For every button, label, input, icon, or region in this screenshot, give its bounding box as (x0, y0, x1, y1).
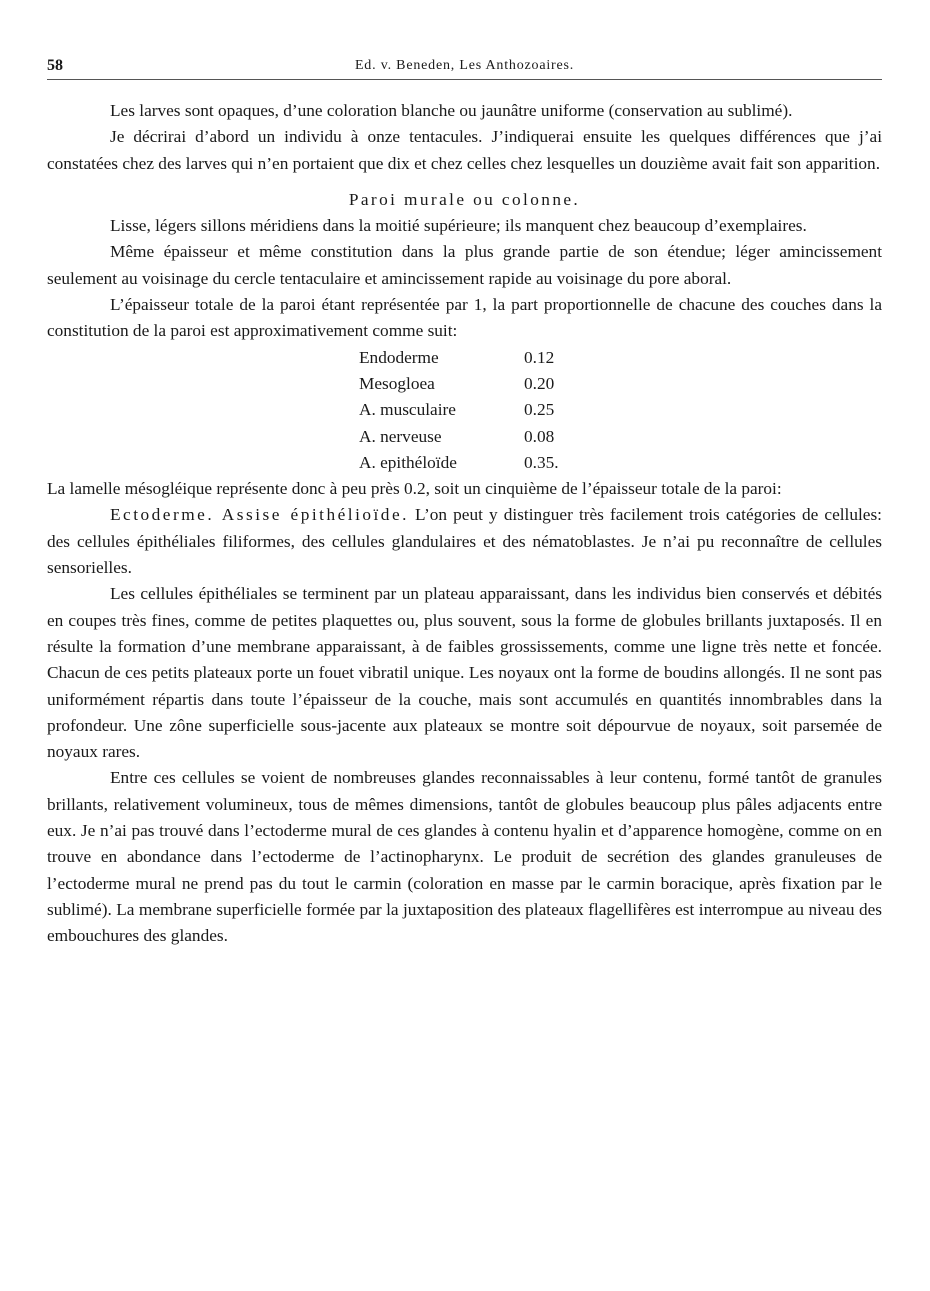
ectoderm-heading: Ectoderme. Assise épithélioïde. (110, 505, 409, 525)
paragraph-ectoderm (47, 502, 882, 581)
paragraph-surface: Lisse, légers sillons méridiens dans la moitié supérieure; ils manquent chez beaucoup d’exemplaires. (110, 216, 807, 236)
thickness-table (359, 345, 604, 476)
running-head: Ed. v. Beneden, Les Anthozoaires. (354, 58, 575, 73)
table-row (359, 424, 604, 450)
table-row (359, 345, 604, 371)
table-row (359, 397, 604, 423)
paragraph-glands: Entre ces cellules se voient de nombreuses glandes reconnaissables à leur contenu, formé tantôt de granules brillants, relativement volumineux, tous de mêmes dimensions, tantôt de globules beaucoup plus pâles adjacents entre eux. Je n’ai pas trouvé dans l’ectoderme mural de ces glandes à contenu hyalin et d’apparence homogène, comme on en trouve en abondance dans l’ectoderme de l’actinopharynx. Le produit de secrétion des glandes granuleuses de l’ectoderme mural ne prend pas du tout le carmin (coloration en masse par le carmin boracique, après fixation par le sublimé). La membrane superficielle formée par la juxtaposition des plateaux flagellifères est interrompue au niveau des embouchures des glandes. (47, 768, 882, 946)
ectoderm-text: L’on peut y distinguer très facilement trois catégories de cellules: des cellules épithéliales filiformes, des cellules glandulaires et des nématoblastes. Je n’ai pu reconnaître de cellules sensorielles. (47, 505, 882, 578)
page-header (47, 57, 882, 80)
paragraph-epithelial-cells: Les cellules épithéliales se terminent par un plateau apparaissant, dans les individus bien conservés et débités en coupes très fines, comme de petites plaquettes ou, plus souvent, sous la forme de globules brillants juxtaposés. Il en résulte la formation d’une membrane apparaissant, à de faibles grossissements, comme une ligne très nette et foncée. Chacun de ces petits plateaux porte un fouet vibratil unique. Les noyaux ont la forme de boudins allongés. Il ne sont pas uniformément répartis dans toute l’épaisseur de la couche, mais sont accumulés en quantités innombrables dans la profondeur. Une zône superficielle sous-jacente aux plateaux se montre soit dépourvue de noyaux, soit parsemée de noyaux rares. (47, 584, 882, 762)
layer-name: A. epithéloïde (359, 452, 457, 472)
layer-value: 0.12 (524, 347, 555, 367)
layer-value: 0.35. (524, 452, 559, 472)
layer-value: 0.25 (524, 400, 555, 420)
page-number: 58 (47, 57, 63, 74)
paragraph-thickness-intro: L’épaisseur totale de la paroi étant représentée par 1, la part proportionnelle de chacune des couches dans la constitution de la paroi est approximativement comme suit: (47, 295, 882, 341)
layer-name: Endoderme (359, 347, 439, 367)
table-row (359, 450, 604, 476)
layer-name: A. nerveuse (359, 426, 442, 446)
paragraph-larvae-appearance: Les larves sont opaques, d’une coloration blanche ou jaunâtre uniforme (conservation au sublimé). (110, 101, 793, 120)
paragraph-constitution: Même épaisseur et même constitution dans la plus grande partie de son étendue; léger amincissement seulement au voisinage du cercle tentaculaire et amincissement rapide au voisinage du pore aboral. (47, 242, 882, 288)
paragraph-mesogloea-share: La lamelle mésogléique représente donc à peu près 0.2, soit un cinquième de l’épaisseur totale de la paroi: (47, 479, 782, 499)
section-heading: Paroi murale ou colonne. (348, 189, 581, 209)
layer-name: Mesogloea (359, 373, 435, 393)
table-row (359, 371, 604, 397)
layer-value: 0.20 (524, 373, 555, 393)
paragraph-description-plan: Je décrirai d’abord un individu à onze tentacules. J’indiquerai ensuite les quelques différences que j’ai constatées chez des larves qui n’en portaient que dix et chez celles chez lesquelles un douzième avait fait son apparition. (47, 127, 882, 173)
layer-name: A. musculaire (359, 400, 456, 420)
layer-value: 0.08 (524, 426, 555, 446)
body-text (47, 98, 882, 950)
